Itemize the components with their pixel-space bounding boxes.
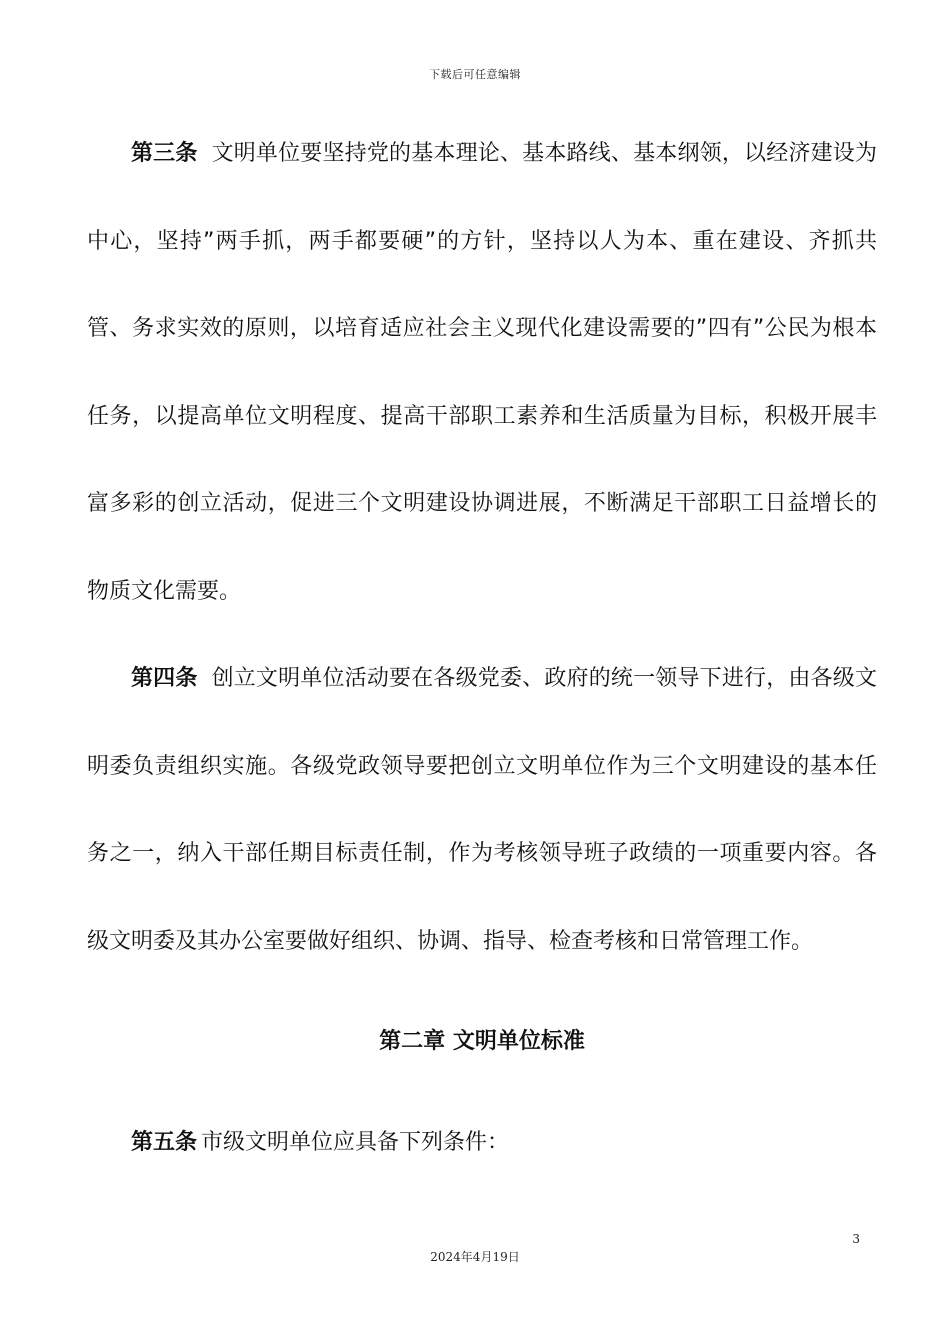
article-5-text: 市级文明单位应具备下列条件： bbox=[201, 1129, 510, 1155]
article-3-label: 第三条 bbox=[131, 141, 198, 166]
article-5-paragraph bbox=[87, 1099, 877, 1187]
footer-date: 2024年4月19日 bbox=[430, 1250, 520, 1264]
article-3-paragraph bbox=[87, 110, 877, 635]
article-5-label: 第五条 bbox=[131, 1129, 198, 1155]
page-header: 下载后可任意编辑 bbox=[429, 68, 521, 81]
document-body bbox=[87, 110, 877, 1186]
article-3-text: 文明单位要坚持党的基本理论、基本路线、基本纲领，以经济建设为中心，坚持”两手抓，两手都要硬”的方针，坚持以人为本、重在建设、齐抓共管、务求实效的原则，以培育适应社会主义现代化建设需要的”四有”公民为根本任务，以提高单位文明程度、提高干部职工素养和生活质量为目标，积极开展丰富多彩的创立活动，促进三个文明建设协调进展，不断满足干部职工日益增长的物质文化需要。 bbox=[87, 141, 877, 604]
article-4-label: 第四条 bbox=[131, 666, 198, 691]
chapter-2-heading: 第二章 文明单位标准 bbox=[379, 1029, 585, 1054]
article-4-text: 创立文明单位活动要在各级党委、政府的统一领导下进行，由各级文明委负责组织实施。各级党政领导要把创立文明单位作为三个文明建设的基本任务之一，纳入干部任期目标责任制，作为考核领导班子政绩的一项重要内容。各级文明委及其办公室要做好组织、协调、指导、检查考核和日常管理工作。 bbox=[87, 666, 877, 954]
page-number: 3 bbox=[852, 1232, 860, 1246]
article-4-paragraph bbox=[87, 635, 877, 985]
